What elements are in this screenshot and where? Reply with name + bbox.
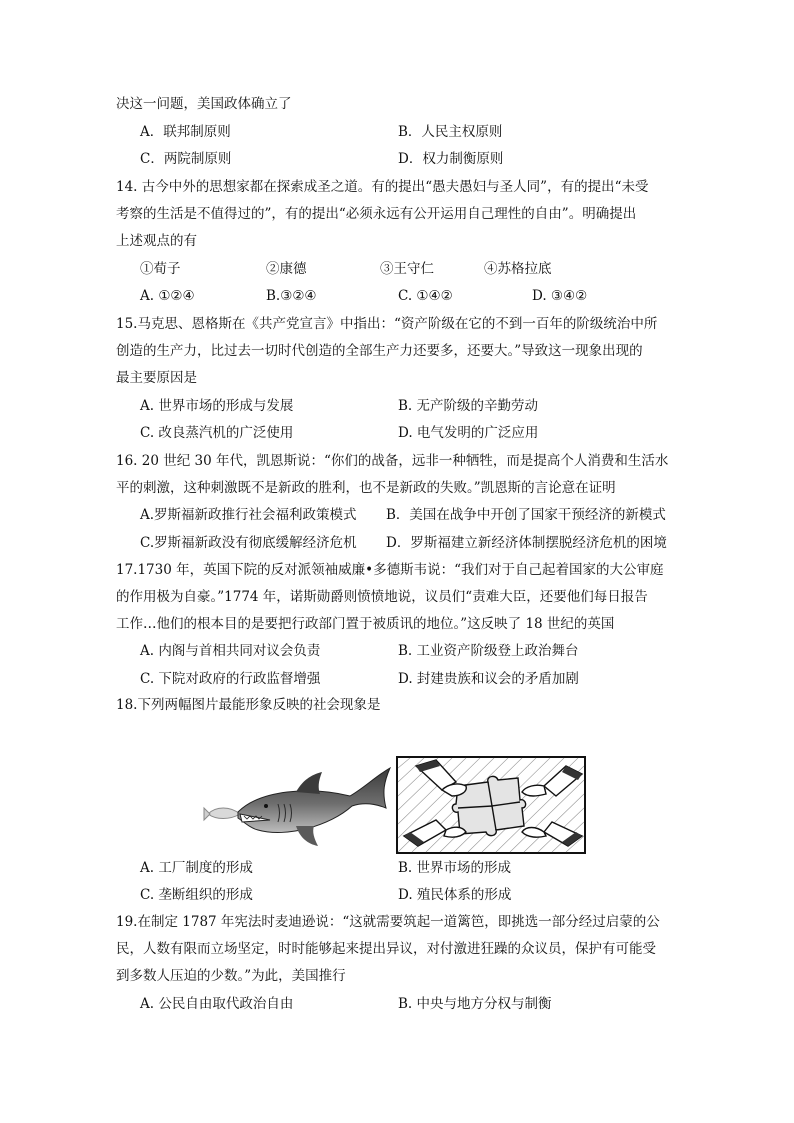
q16-line-1: 16. 20 世纪 30 年代，凯恩斯说：“你们的战备，远非一种牺牲，而是提高个人消费和生活水: [116, 453, 669, 469]
q16-option-b: B．美国在战争中开创了国家干预经济的新模式: [386, 507, 666, 523]
q14-option-d: D. ③④②: [532, 288, 588, 304]
q17-option-c: C. 下院对政府的行政监督增强: [140, 671, 321, 687]
q16-option-a: A.罗斯福新政推行社会福利政策模式: [140, 507, 357, 523]
q13-option-b: B．人民主权原则: [398, 124, 503, 140]
q17-option-b: B. 工业资产阶级登上政治舞台: [398, 643, 579, 659]
q15-option-c: C. 改良蒸汽机的广泛使用: [140, 425, 294, 441]
q19-option-a: A. 公民自由取代政治自由: [140, 996, 294, 1012]
q19-line-3: 到多数人压迫的少数。”为此，美国推行: [116, 968, 346, 984]
q17-line-3: 工作…他们的根本目的是要把行政部门置于被质讯的地位。”这反映了 18 世纪的英国: [116, 616, 615, 632]
q17-line-2: 的作用极为自豪。”1774 年，诺斯勋爵则愤愤地说，议员们“责难大臣，还要他们每日报告: [116, 589, 648, 605]
q16-line-2: 平的刺激，这种刺激既不是新政的胜利，也不是新政的失败。”凯恩斯的言论意在证明: [116, 480, 616, 496]
q14-line-2: 考察的生活是不值得过的”，有的提出“必须永远有公开运用自己理性的自由”。明确提出: [116, 206, 637, 222]
q17-option-d: D. 封建贵族和议会的矛盾加剧: [398, 671, 579, 687]
q13-option-a: A．联邦制原则: [140, 124, 231, 140]
q18-option-a: A. 工厂制度的形成: [140, 860, 253, 876]
q13-stem: 决这一问题，美国政体确立了: [116, 96, 292, 112]
q14-item-1: ①荀子: [140, 261, 181, 277]
q14-line-3: 上述观点的有: [116, 233, 197, 249]
q15-option-b: B. 无产阶级的辛勤劳动: [398, 398, 539, 414]
q19-line-1: 19.在制定 1787 年宪法时麦迪逊说：“这就需要筑起一道篱笆，即挑选一部分经过启蒙的公: [116, 914, 660, 930]
q19-option-b: B. 中央与地方分权与制衡: [398, 996, 552, 1012]
q14-line-1: 14. 古今中外的思想家都在探索成圣之道。有的提出“愚夫愚妇与圣人同”，有的提出“未受: [116, 179, 649, 195]
q18-stem: 18.下列两幅图片最能形象反映的社会现象是: [116, 697, 381, 713]
shark-illustration: [200, 764, 394, 848]
q18-option-c: C. 垄断组织的形成: [140, 887, 253, 903]
q17-line-1: 17.1730 年，英国下院的反对派领袖威廉•多德斯韦说：“我们对于自己起着国家的大公审庭: [116, 562, 664, 578]
q16-option-d: D．罗斯福建立新经济体制摆脱经济危机的困境: [386, 535, 667, 551]
q14-option-c: C. ①④②: [398, 288, 453, 304]
puzzle-hands-illustration: [396, 756, 586, 854]
q15-line-3: 最主要原因是: [116, 370, 197, 386]
q13-option-d: D．权力制衡原则: [398, 151, 504, 167]
q14-item-4: ④苏格拉底: [484, 261, 552, 277]
q19-line-2: 民，人数有限而立场坚定，时时能够起来提出异议，对付激进狂躁的众议员，保护有可能受: [116, 941, 656, 957]
q14-item-3: ③王守仁: [380, 261, 434, 277]
q15-line-1: 15.马克思、恩格斯在《共产党宣言》中指出：“资产阶级在它的不到一百年的阶级统治中所: [116, 316, 658, 332]
q14-option-b: B.③②④: [266, 288, 317, 304]
q15-line-2: 创造的生产力，比过去一切时代创造的全部生产力还要多，还要大。”导致这一现象出现的: [116, 343, 643, 359]
q18-option-b: B. 世界市场的形成: [398, 860, 512, 876]
q14-item-2: ②康德: [266, 261, 307, 277]
q16-option-c: C.罗斯福新政没有彻底缓解经济危机: [140, 535, 357, 551]
q18-option-d: D. 殖民体系的形成: [398, 887, 512, 903]
q14-option-a: A. ①②④: [140, 288, 195, 304]
q17-option-a: A. 内阁与首相共同对议会负责: [140, 643, 321, 659]
q13-option-c: C．两院制原则: [140, 151, 232, 167]
q15-option-a: A. 世界市场的形成与发展: [140, 398, 294, 414]
q15-option-d: D. 电气发明的广泛应用: [398, 425, 539, 441]
